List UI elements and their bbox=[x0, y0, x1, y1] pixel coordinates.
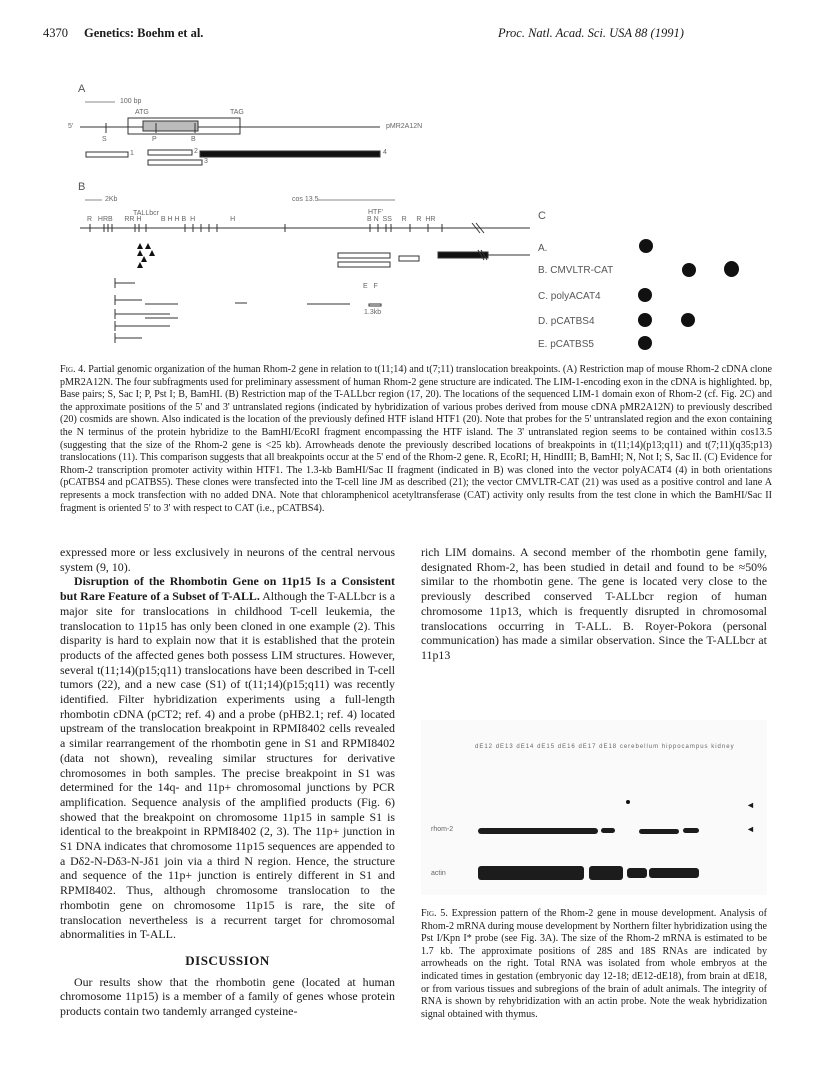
probe-box-1 bbox=[338, 253, 390, 258]
paragraph-intro: expressed more or less exclusively in neurons of the central nervous system (9, 10). bbox=[60, 545, 395, 574]
fragment-1-3kb bbox=[369, 304, 381, 306]
paragraph-disruption: Disruption of the Rhombotin Gene on 11p15 Is a Consistent but Rare Feature of a Subset of T-ALL. Although the T-ALLbcr is a major site for translocations in childhood T-cell leukemia, the translocation to 11p15 has only been cloned in one example (2). This disparity is hard to explain now that it is established that the protein products of the affected genes both possess LIM structures. However, several t(11;14)(p15;q11) translocations have been described in T-cell tumors (22), and a new case (S1) of t(11;14)(p15;q11) was recently identified. Filter hybridization experiments using a full-length rhombotin cDNA (pCT2; ref. 4) and a probe (pHB2.1; ref. 4) located upstream of the translocation breakpoint in RPMI8402 cells revealed a similar rearrangement of the rhombotin gene in S1 and RPMI8402 (data not shown), revealing similar structures for derivative chromosomes in both samples. The precise breakpoint in S1 was determined for the 14q- and 11p+ chromosomal junctions by PCR amplification. Sequence analysis of the amplified products (Fig. 6) showed that the breakpoint on chromosome 11p15 in sample S1 is identical to the breakpoint in RPMI8402 (2, 3). The 11p+ junction in S1 DNA indicates that chromosome 11p15 sequences are appended to a Dδ2-N-Dδ3-N-Jδ1 join via a third N region. Hence, the structure and sequence of the 11p+ junction is entirely different in S1 and RPMI8402. Thus, although chromosome translocation to the rhombotin gene on chromosome 11p15 is rare, the site of translocation nevertheless is a recurrent target for chromosomal abnormalities in T-ALL. bbox=[60, 574, 396, 942]
tall-label: TALLbcr bbox=[133, 210, 159, 217]
figure-5-blot bbox=[421, 720, 767, 895]
marker-28s-arrow: ◄ bbox=[746, 800, 755, 810]
cat-spot-d1 bbox=[638, 313, 652, 327]
probe-box-2 bbox=[338, 262, 390, 267]
five-prime-label: 5' bbox=[68, 123, 74, 130]
kb13-label: 1.3kb bbox=[364, 309, 382, 316]
tag-label: TAG bbox=[230, 109, 244, 116]
figure-4 bbox=[60, 78, 780, 360]
paragraph-rhom2: rich LIM domains. A second member of the rhombotin gene family, designated Rhom-2, has been studied in detail and found to be ≈50% similar to the rhombotin gene. The gene is located very close to the previously described conserved T-ALLbcr region of human chromosome 11p13, which is frequently disrupted in chromosomal translocations occurring in T-ALL. B. Royer-Pokora (personal communication) has made a similar observation. Since the T-ALLbcr at 11p13 bbox=[421, 545, 767, 662]
fragment-1 bbox=[86, 152, 128, 157]
blot-lane-labels: dE12 dE13 dE14 dE15 dE16 dE17 dE18 cerebellum hippocampus kidney bbox=[475, 744, 735, 750]
clone-label: pMR2A12N bbox=[386, 123, 423, 130]
panel-b-label: B bbox=[78, 181, 86, 193]
scale-b-text: 2Kb bbox=[105, 196, 118, 203]
breakpoint-arrows bbox=[115, 278, 350, 343]
lane-a: A. bbox=[538, 243, 548, 254]
cat-spot-b2 bbox=[724, 261, 739, 277]
site-b: B bbox=[191, 136, 196, 143]
fragment-2 bbox=[148, 150, 192, 155]
left-column bbox=[60, 545, 395, 1019]
probe-box-3 bbox=[399, 256, 419, 261]
discussion-heading: DISCUSSION bbox=[185, 952, 270, 968]
atg-label: ATG bbox=[135, 109, 149, 116]
page-number: 4370 bbox=[43, 26, 68, 40]
actin-band-tissues bbox=[589, 866, 623, 880]
frag-3-label: 3 bbox=[204, 158, 208, 165]
cos-label: cos 13.5 bbox=[292, 196, 319, 203]
restriction-sites-right: B N SS R R HR bbox=[367, 216, 436, 223]
panel-a-label: A bbox=[78, 83, 86, 95]
running-title: Genetics: Boehm et al. bbox=[84, 26, 204, 40]
cat-spot-d2 bbox=[681, 313, 695, 327]
fragment-4 bbox=[200, 151, 380, 157]
actin-band-embryo bbox=[478, 866, 584, 880]
paragraph-discussion: Our results show that the rhombotin gene (located at human chromosome 11p15) is a member of a family of genes whose protein products contain two tandemly arranged cysteine- bbox=[60, 974, 395, 1019]
frag-2-label: 2 bbox=[194, 148, 198, 155]
frag-4-label: 4 bbox=[383, 149, 387, 156]
actin-band-4 bbox=[649, 868, 699, 878]
rhom2-row-label: rhom-2 bbox=[431, 826, 454, 833]
lim-exon bbox=[143, 121, 198, 131]
scale-a-text: 100 bp bbox=[120, 98, 142, 105]
lane-c: C. polyACAT4 bbox=[538, 291, 601, 302]
cat-spot-b1 bbox=[682, 263, 696, 277]
rhom2-band-3 bbox=[683, 828, 699, 833]
rhom2-band-1 bbox=[601, 828, 615, 833]
figure-4-caption: Fig. 4. Partial genomic organization of the human Rhom-2 gene in relation to t(11;14) and t(7;11) translocation breakpoints. (A) Restriction map of mouse Rhom-2 cDNA clone pMR2A12N. The four subfragments used for preliminary assessment of human Rhom-2 gene structure are indicated. The LIM-1-encoding exon in the cDNA is highlighted. bp, Base pairs; S, Sac I; P, Pst I; B, BamHI. (B) Restriction map of the T-ALLbcr region (17, 20). The locations of the sequenced LIM-1 domain exon of Rhom-2 (cf. Fig. 2C) and the approximate positions of the 5' and 3' untranslated regions (indicated by hybridization of various probes derived from mouse cDNA pMR2A12N) to previously described (20) cosmids are shown. Also indicated is the location of the previously defined HTF island HTF1 (20). Note that probes for the 5' untranslated region and the exon containing the N terminus of the protein hybridize to the BamHI/EcoRI fragment encompassing the HTF island. The 3' untranslated region seems to be contained within cos13.5 (suggesting that the size of the Rhom-2 gene is <25 kb). Arrowheads denote the previously described locations of breakpoints in t(11;14)(p13;q11) and t(7;11)(q35;p13) translocations (11). This comparison suggests that all breakpoints occur at the 5' end of the Rhom-2 gene. R, EcoRI; H, HindIII; B, BamHI; N, Not I; S, Sac II. (C) Evidence for Rhom-2 transcription promoter activity within HTF1. The 1.3-kb BamHI/Sac II fragment (indicated in B) was cloned into the vector polyACAT4 (4) in both orientations (pCATBS4 and pCATBS5). These clones were transfected into the T-cell line JM as described (21); the vector CMVLTR-CAT (21) was used as a positive control and lane A represents a mock transfection with no added DNA. Note that chloramphenicol acetyltransferase (CAT) activity only results from the test clone in which the BamHI/Sac II fragment is oriented 5' to 3' with respect to CAT (i.e., pCATBS4). bbox=[60, 364, 772, 514]
marker-18s-arrow: ◄ bbox=[746, 824, 755, 834]
panel-c-label: C bbox=[538, 210, 546, 222]
rhom2-band-embryo bbox=[478, 828, 598, 834]
blot-spot bbox=[626, 800, 630, 804]
site-s: S bbox=[102, 136, 107, 143]
cat-spot-a bbox=[639, 239, 653, 253]
journal-citation: Proc. Natl. Acad. Sci. USA 88 (1991) bbox=[498, 26, 684, 40]
htf-label: HTF' bbox=[368, 209, 383, 216]
actin-band-3 bbox=[627, 868, 647, 878]
actin-row-label: actin bbox=[431, 870, 446, 877]
right-column bbox=[421, 545, 767, 663]
figure-5-caption: Fig. 5. Expression pattern of the Rhom-2 gene in mouse development. Analysis of Rhom-2 mRNA during mouse development by Northern filter hybridization using the Pst I/Kpn I* probe (see Fig. 3A). The size of the Rhom-2 mRNA is estimated to be 1.7 kb. The approximate positions of 28S and 18S RNAs are indicated by arrowheads on the right. Total RNA was isolated from whole embryos at the indicated times in gestation (embryonic day 12-18; dE12-dE18), from brain at dE18, or from various tissues and subregions of the brain of adult animals. The integrity of RNA is shown by rehybridization with an actin probe. Note the weak hybridization signal obtained with thymus. bbox=[421, 908, 767, 1020]
cat-spot-c bbox=[638, 288, 652, 302]
restriction-sites-left: R HRB RR H B H H B H H bbox=[87, 216, 236, 223]
lane-d: D. pCATBS4 bbox=[538, 316, 595, 327]
cat-spot-e bbox=[638, 336, 652, 350]
ef-label: E F bbox=[363, 283, 378, 290]
lane-b: B. CMVLTR-CAT bbox=[538, 265, 614, 276]
frag-1-label: 1 bbox=[130, 150, 134, 157]
lane-e: E. pCATBS5 bbox=[538, 339, 594, 350]
site-p: P bbox=[152, 136, 157, 143]
rhom2-band-2 bbox=[639, 829, 679, 834]
fragment-3 bbox=[148, 160, 202, 165]
